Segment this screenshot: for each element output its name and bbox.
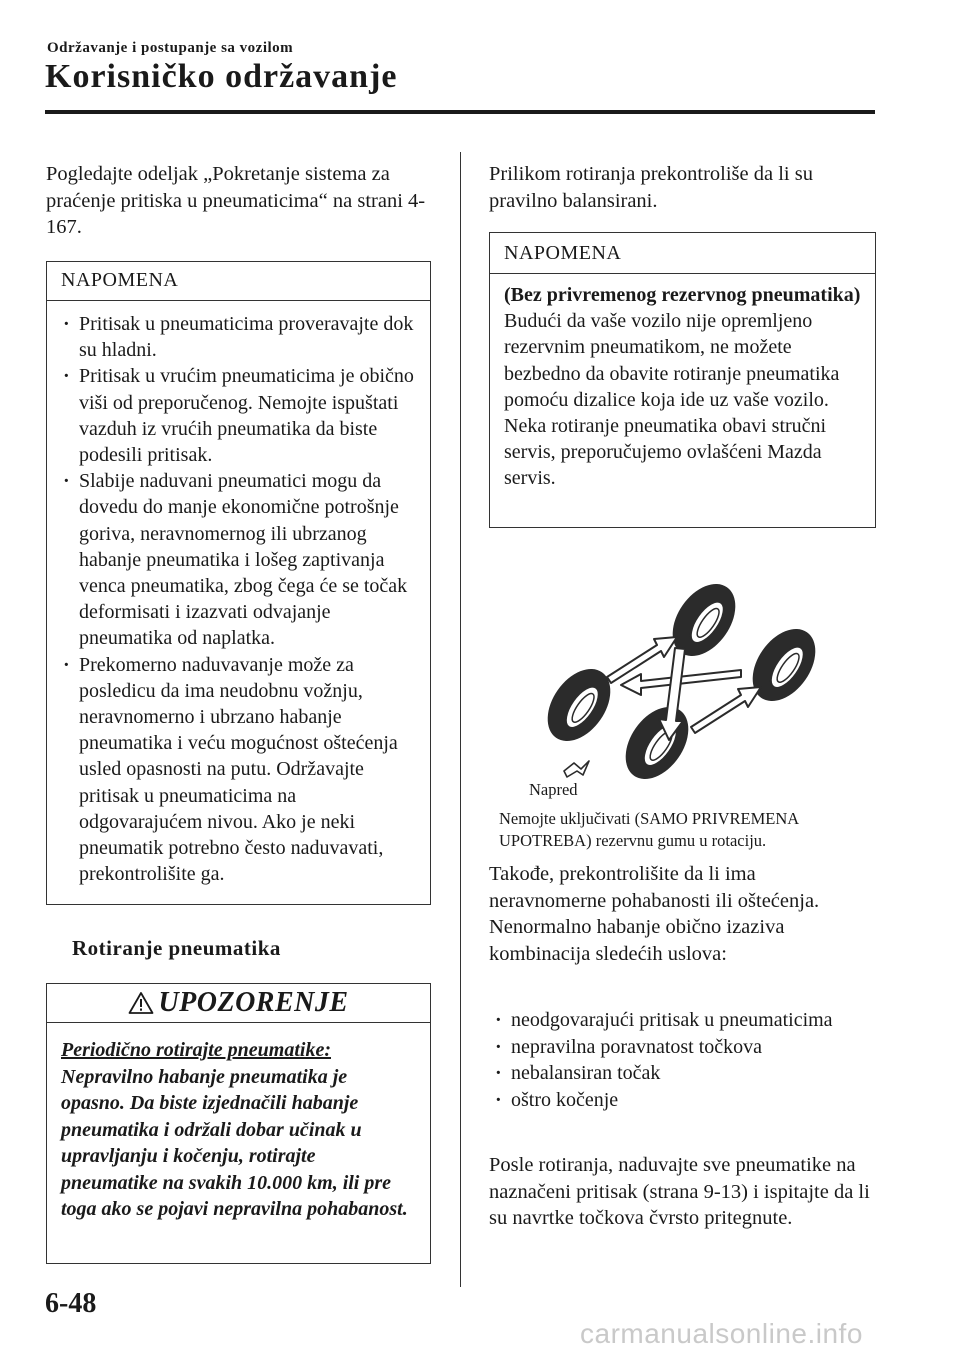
header-rule — [45, 110, 875, 114]
left-note-list — [47, 301, 430, 897]
left-intro-paragraph: Pogledajte odeljak „Pokretanje sistema za praćenje pritiska u pneumaticima“ na strani 4-167. — [46, 163, 426, 238]
right-intro-paragraph: Prilikom rotiranja prekontroliše da li su pravilno balansirani. — [489, 163, 813, 212]
tire-rear-left-icon — [613, 695, 701, 790]
forward-direction-icon — [564, 761, 589, 777]
right-note-heading: NAPOMENA — [490, 233, 875, 274]
figure-caption: Nemojte uključivati (SAMO PRIVREMENA UPOTREBA) rezervnu gumu u rotaciju. — [499, 809, 799, 850]
right-note-text: Budući da vaše vozilo nije opremljeno rezervnim pneumatikom, ne možete bezbedno da obavite rotiranje pneumatika pomoću dizalice koja ide uz vaše vozilo. Neka rotiranje pneumatika obavi stručni servis, preporučujemo ovlašćeni Mazda servis. — [504, 310, 840, 490]
section-subheading: Rotiranje pneumatika — [72, 936, 281, 960]
section-title: Održavanje i postupanje sa vozilom — [47, 40, 294, 56]
right-paragraph-3: Posle rotiranja, naduvajte sve pneumatike na naznačeni pritisak (strana 9-13) i ispitajte da li su navrtke točkova čvrsto pritegnute. — [489, 1154, 870, 1229]
right-paragraph-2: Takođe, prekontrolišite da li ima neravnomerne pohabanosti ili oštećenja. Nenormalno habanje obično izaziva kombinacija sledećih uslova: — [489, 863, 820, 965]
left-note-box — [46, 261, 431, 905]
warning-text: Nepravilno habanje pneumatika je opasno. Da biste izjednačili habanje pneumatika i održali dobar učinak u upravljanju i kočenju, rotirajte pneumatike na svakih 10.000 km, ili pre toga ako se pojavi nepravilna pohabanost. — [61, 1065, 408, 1220]
right-note-subtitle: (Bez privremenog rezervnog pneumatika) — [504, 284, 861, 306]
forward-label: Napred — [529, 780, 578, 799]
column-divider — [460, 152, 461, 1287]
warning-box — [46, 983, 431, 1264]
warning-subtitle: Periodično rotirajte pneumatike: — [61, 1039, 331, 1061]
conditions-list — [489, 1007, 874, 1113]
list-item: · Pritisak u pneumaticima proveravajte dok su hladni. — [63, 311, 420, 363]
conditions-list-wrapper — [489, 1007, 874, 1113]
watermark: carmanualsonline.info — [580, 1318, 863, 1349]
list-item: · neodgovarajući pritisak u pneumaticima — [495, 1007, 874, 1034]
right-note-content — [490, 274, 875, 500]
warning-triangle-icon — [128, 991, 154, 1015]
right-note-box — [489, 232, 876, 528]
list-item: · nepravilna poravnatost točkova — [495, 1034, 874, 1061]
list-item: · Pritisak u vrućim pneumaticima je obično viši od preporučenog. Nemojte ispuštati vazduh iz vrućih pneumatika da biste podesili pritisak. — [63, 363, 420, 468]
warning-body — [47, 1023, 430, 1223]
list-item: · nebalansiran točak — [495, 1060, 874, 1087]
list-item: · oštro kočenje — [495, 1087, 874, 1114]
tire-front-left-icon — [535, 657, 623, 752]
tire-rotation-diagram — [489, 575, 876, 805]
list-item: · Slabije naduvani pneumatici mogu da dovedu do manje ekonomične potrošnje goriva, neravnomernog ili ubrzanog habanje pneumatika i lošeg zaptivanja venca pneumatika, zbog čega će se točak deformisati i izazvati odvajanje pneumatika od naplatka. — [63, 468, 420, 651]
tire-front-right-icon — [660, 575, 748, 668]
warning-header — [47, 984, 430, 1023]
page-title: Korisničko održavanje — [45, 58, 398, 95]
list-item: · Prekomerno naduvavanje može za posledicu da ima neudobnu vožnju, neravnomerno i ubrzano habanje pneumatika i veću mogućnost oštećenja usled opasnosti na putu. Održavajte pritisak u pneumaticima na odgovarajućem nivou. Ako je neki pneumatik potrebno često naduvavati, prekontrolišite ga. — [63, 652, 420, 888]
page-number: 6-48 — [45, 1288, 97, 1319]
warning-title: UPOZORENJE — [158, 987, 349, 1018]
left-note-heading: NAPOMENA — [47, 262, 430, 301]
